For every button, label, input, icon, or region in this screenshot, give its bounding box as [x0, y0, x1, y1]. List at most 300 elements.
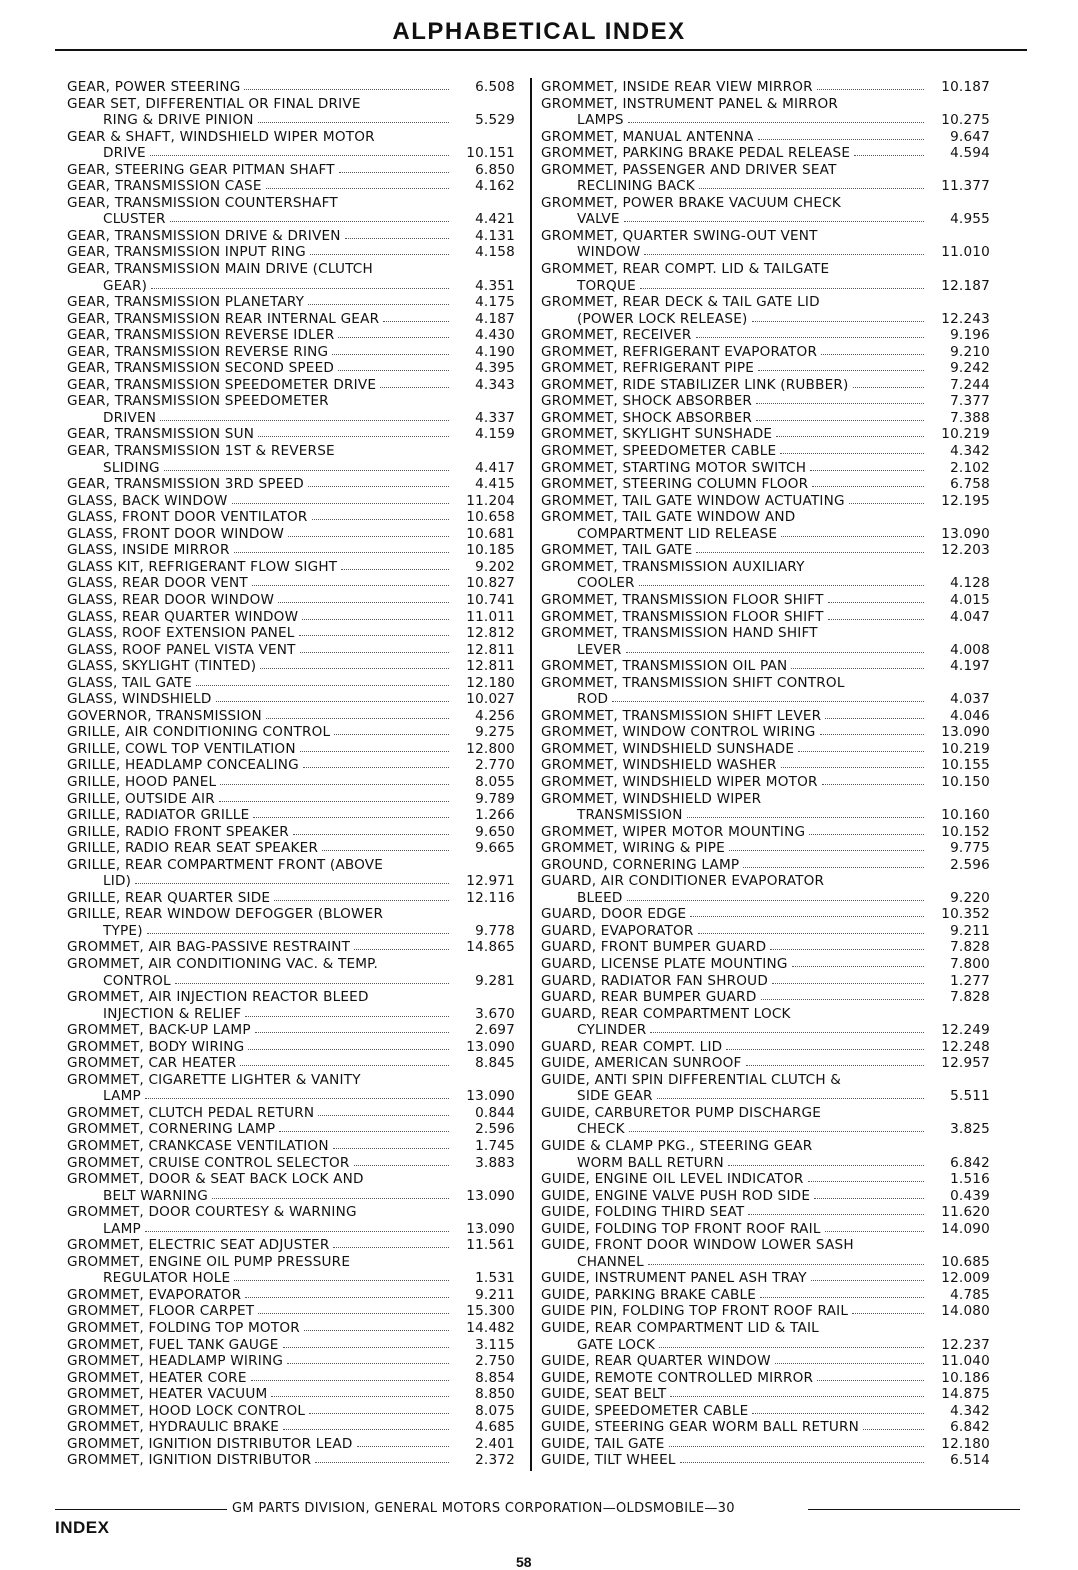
entry-line — [67, 1303, 515, 1320]
leader-dots — [245, 1016, 449, 1017]
entry-name: GRILLE, HOOD PANEL — [67, 773, 217, 790]
index-entry — [67, 96, 515, 129]
entry-page-number: 4.128 — [950, 575, 990, 592]
leader-dots — [248, 1049, 449, 1050]
index-entry — [67, 344, 515, 361]
index-entry — [541, 476, 990, 493]
entry-page-number: 10.027 — [466, 691, 515, 708]
entry-continuation-line — [541, 575, 990, 592]
entry-page-number: 12.195 — [941, 492, 990, 509]
index-entry — [541, 79, 990, 96]
entry-page-number: 12.971 — [466, 873, 515, 890]
entry-page-number: 7.377 — [950, 393, 990, 410]
entry-page-number: 10.185 — [466, 542, 515, 559]
entry-page-number: 10.151 — [466, 145, 515, 162]
index-entry — [541, 658, 990, 675]
entry-page-number: 9.775 — [950, 840, 990, 857]
entry-line — [67, 609, 515, 626]
entry-name: GROMMET, AIR BAG-PASSIVE RESTRAINT — [67, 939, 351, 956]
leader-dots — [354, 1165, 449, 1166]
entry-page-number: 1.745 — [475, 1138, 515, 1154]
leader-dots — [278, 602, 449, 603]
leader-dots — [792, 966, 924, 967]
index-entry — [541, 1105, 990, 1138]
entry-name: GROMMET, RIDE STABILIZER LINK (RUBBER) — [541, 376, 849, 393]
index-entry — [67, 989, 515, 1022]
entry-name: VALVE — [577, 211, 620, 228]
entry-name: GEAR, TRANSMISSION SPEEDOMETER DRIVE — [67, 376, 377, 393]
entry-name: GROMMET, HYDRAULIC BRAKE — [67, 1419, 280, 1436]
entry-name: GROMMET, REAR COMPT. LID & TAILGATE — [541, 261, 830, 278]
entry-page-number: 12.180 — [941, 1435, 990, 1452]
entry-name: GUARD, LICENSE PLATE MOUNTING — [541, 955, 788, 972]
entry-continuation-line — [541, 642, 990, 659]
entry-page-number: 6.842 — [950, 1154, 990, 1171]
index-entry — [541, 509, 990, 542]
entry-continuation-line — [67, 873, 515, 890]
leader-dots — [135, 883, 449, 884]
entry-line — [541, 1353, 990, 1370]
entry-line — [541, 658, 990, 675]
index-entry — [67, 360, 515, 377]
entry-line — [541, 1221, 990, 1238]
entry-name: GLASS, REAR QUARTER WINDOW — [67, 608, 299, 625]
leader-dots — [639, 585, 924, 586]
entry-name: GUIDE, FOLDING TOP FRONT ROOF RAIL — [541, 1220, 821, 1237]
entry-page-number: 12.811 — [466, 658, 515, 675]
entry-name: GUIDE, REAR COMPARTMENT LID & TAIL — [541, 1320, 819, 1337]
entry-line — [541, 261, 990, 278]
entry-name: LEVER — [577, 641, 622, 658]
entry-line — [67, 1022, 515, 1039]
entry-name: CYLINDER — [577, 1022, 647, 1039]
entry-page-number: 4.785 — [950, 1286, 990, 1303]
index-entry — [541, 1419, 990, 1436]
entry-page-number: 8.075 — [475, 1402, 515, 1419]
leader-dots — [825, 1231, 924, 1232]
leader-dots — [791, 668, 924, 669]
index-entry — [67, 1254, 515, 1287]
entry-page-number: 9.650 — [475, 823, 515, 840]
entry-line — [67, 178, 515, 195]
entry-line — [67, 1436, 515, 1453]
leader-dots — [309, 1413, 449, 1414]
entry-name: GLASS, INSIDE MIRROR — [67, 542, 230, 559]
entry-name: GROMMET, WINDSHIELD WIPER — [541, 790, 762, 807]
entry-page-number: 10.160 — [941, 807, 990, 824]
entry-line — [67, 824, 515, 841]
entry-line — [541, 1105, 990, 1122]
entry-name: GEAR, TRANSMISSION COUNTERSHAFT — [67, 194, 338, 211]
entry-continuation-line — [67, 1270, 515, 1287]
index-entry — [541, 791, 990, 824]
entry-page-number: 9.220 — [950, 889, 990, 906]
entry-page-number: 9.647 — [950, 128, 990, 145]
entry-name: GROMMET, IGNITION DISTRIBUTOR LEAD — [67, 1435, 353, 1452]
entry-line — [541, 1138, 990, 1155]
entry-name: GUARD, FRONT BUMPER GUARD — [541, 939, 767, 956]
leader-dots — [255, 1032, 449, 1033]
leader-dots — [690, 916, 924, 917]
entry-page-number: 11.561 — [466, 1237, 515, 1254]
leader-dots — [752, 1413, 924, 1414]
entry-page-number: 9.281 — [475, 972, 515, 989]
entry-name: GEAR, TRANSMISSION PLANETARY — [67, 294, 305, 311]
entry-line — [67, 1171, 515, 1188]
entry-continuation-line — [67, 112, 515, 129]
entry-page-number: 8.055 — [475, 773, 515, 790]
index-entry — [541, 195, 990, 228]
index-entry — [541, 873, 990, 906]
entry-page-number: 6.758 — [950, 476, 990, 493]
index-entry — [67, 162, 515, 179]
entry-page-number: 5.529 — [475, 112, 515, 129]
entry-line — [541, 675, 990, 692]
index-entry — [541, 344, 990, 361]
entry-line — [541, 1188, 990, 1205]
entry-line — [67, 708, 515, 725]
leader-dots — [308, 304, 449, 305]
entry-page-number: 7.828 — [950, 989, 990, 1006]
leader-dots — [160, 420, 449, 421]
index-entry — [67, 625, 515, 642]
leader-dots — [318, 1115, 449, 1116]
leader-dots — [266, 718, 449, 719]
leader-dots — [170, 221, 449, 222]
leader-dots — [341, 569, 449, 570]
entry-line — [67, 939, 515, 956]
entry-line — [541, 162, 990, 179]
leader-dots — [383, 321, 449, 322]
index-entry — [541, 1436, 990, 1453]
index-entry — [67, 890, 515, 907]
entry-line — [67, 129, 515, 146]
leader-dots — [748, 1214, 924, 1215]
entry-page-number: 4.342 — [950, 1402, 990, 1419]
index-entry — [67, 906, 515, 939]
entry-page-number: 4.594 — [950, 145, 990, 162]
entry-continuation-line — [541, 1337, 990, 1354]
entry-line — [541, 625, 990, 642]
leader-dots — [220, 784, 449, 785]
index-entry — [541, 1303, 990, 1320]
entry-name: GROMMET, CIGARETTE LIGHTER & VANITY — [67, 1071, 361, 1088]
entry-line — [67, 724, 515, 741]
index-entry — [541, 410, 990, 427]
leader-dots — [780, 453, 924, 454]
entry-page-number: 12.249 — [941, 1022, 990, 1039]
leader-dots — [354, 949, 449, 950]
entry-name: GROMMET, QUARTER SWING-OUT VENT — [541, 227, 818, 244]
leader-dots — [260, 668, 449, 669]
index-entry — [541, 724, 990, 741]
index-entry — [541, 625, 990, 658]
entry-line — [67, 261, 515, 278]
index-entry — [541, 741, 990, 758]
leader-dots — [145, 1098, 449, 1099]
entry-name: GROMMET, REFRIGERANT PIPE — [541, 360, 755, 377]
leader-dots — [251, 1380, 449, 1381]
leader-dots — [271, 1396, 449, 1397]
index-entry — [67, 791, 515, 808]
index-entry — [541, 989, 990, 1006]
leader-dots — [304, 1330, 449, 1331]
index-entry — [67, 129, 515, 162]
entry-page-number: 2.770 — [475, 757, 515, 774]
entry-page-number: 8.845 — [475, 1055, 515, 1072]
leader-dots — [258, 122, 449, 123]
index-entry — [541, 129, 990, 146]
entry-page-number: 4.159 — [475, 426, 515, 443]
entry-line — [541, 79, 990, 96]
entry-name: GRILLE, REAR COMPARTMENT FRONT (ABOVE — [67, 856, 384, 873]
leader-dots — [756, 420, 924, 421]
entry-page-number: 13.090 — [466, 1038, 515, 1055]
entry-page-number: 7.388 — [950, 409, 990, 426]
entry-line — [541, 294, 990, 311]
entry-line — [541, 1452, 990, 1469]
entry-page-number: 7.244 — [950, 376, 990, 393]
entry-name: GROMMET, CORNERING LAMP — [67, 1121, 276, 1138]
index-entry — [541, 1039, 990, 1056]
entry-name: SLIDING — [103, 459, 160, 476]
index-entry — [67, 1171, 515, 1204]
entry-page-number: 12.812 — [466, 625, 515, 642]
entry-page-number: 10.352 — [941, 906, 990, 923]
entry-name: TYPE) — [103, 922, 143, 939]
index-entry — [67, 1039, 515, 1056]
entry-name: GUARD, RADIATOR FAN SHROUD — [541, 972, 768, 989]
entry-continuation-line — [541, 278, 990, 295]
entry-page-number: 12.187 — [941, 277, 990, 294]
index-entry — [541, 460, 990, 477]
index-entry — [541, 1353, 990, 1370]
index-entry — [541, 840, 990, 857]
entry-line — [67, 1072, 515, 1089]
entry-continuation-line — [541, 1254, 990, 1271]
entry-continuation-line — [541, 311, 990, 328]
entry-line — [541, 460, 990, 477]
index-column-right — [541, 79, 990, 1469]
entry-name: GROMMET, PASSENGER AND DRIVER SEAT — [541, 161, 837, 178]
leader-dots — [339, 172, 449, 173]
index-entry — [541, 1171, 990, 1188]
page-title: ALPHABETICAL INDEX — [392, 18, 686, 45]
leader-dots — [781, 536, 924, 537]
index-entry — [67, 1386, 515, 1403]
entry-name: GEAR, TRANSMISSION 1ST & REVERSE — [67, 443, 335, 460]
entry-line — [541, 939, 990, 956]
entry-name: GRILLE, OUTSIDE AIR — [67, 790, 215, 807]
entry-name: CONTROL — [103, 972, 171, 989]
index-entry — [67, 741, 515, 758]
entry-name: GROMMET, WINDOW CONTROL WIRING — [541, 724, 816, 741]
entry-line — [541, 476, 990, 493]
entry-name: CHECK — [577, 1121, 625, 1138]
entry-page-number: 1.531 — [475, 1270, 515, 1287]
entry-page-number: 0.844 — [475, 1104, 515, 1121]
entry-line — [67, 857, 515, 874]
entry-line — [67, 642, 515, 659]
entry-continuation-line — [67, 1088, 515, 1105]
entry-line — [541, 96, 990, 113]
entry-page-number: 4.421 — [475, 211, 515, 228]
index-entry — [67, 244, 515, 261]
entry-page-number: 4.342 — [950, 443, 990, 460]
leader-dots — [696, 337, 924, 338]
index-entry — [67, 509, 515, 526]
entry-line — [541, 857, 990, 874]
index-entry — [541, 1072, 990, 1105]
entry-continuation-line — [541, 807, 990, 824]
index-entry — [67, 1055, 515, 1072]
entry-name: GROMMET, BODY WIRING — [67, 1038, 245, 1055]
entry-line — [67, 890, 515, 907]
entry-line — [541, 1237, 990, 1254]
entry-line — [67, 244, 515, 261]
leader-dots — [820, 734, 924, 735]
entry-name: GROMMET, RECEIVER — [541, 327, 692, 344]
entry-name: GUIDE, ENGINE OIL LEVEL INDICATOR — [541, 1171, 804, 1188]
entry-name: GROMMET, CRUISE CONTROL SELECTOR — [67, 1154, 350, 1171]
leader-dots — [849, 503, 924, 504]
entry-page-number: 9.210 — [950, 343, 990, 360]
entry-page-number: 9.665 — [475, 840, 515, 857]
index-entry — [541, 1403, 990, 1420]
entry-page-number: 1.277 — [950, 972, 990, 989]
index-entry — [67, 675, 515, 692]
leader-dots — [761, 999, 924, 1000]
entry-page-number: 1.516 — [950, 1171, 990, 1188]
leader-dots — [628, 122, 924, 123]
entry-line — [541, 592, 990, 609]
entry-page-number: 4.395 — [475, 360, 515, 377]
index-entry — [67, 1452, 515, 1469]
leader-dots — [332, 354, 449, 355]
entry-page-number: 2.596 — [475, 1121, 515, 1138]
entry-name: GROMMET, ENGINE OIL PUMP PRESSURE — [67, 1253, 351, 1270]
entry-name: COMPARTMENT LID RELEASE — [577, 525, 778, 542]
entry-page-number: 3.883 — [475, 1154, 515, 1171]
entry-name: GUIDE & CLAMP PKG., STEERING GEAR — [541, 1138, 813, 1154]
entry-name: LID) — [103, 873, 132, 890]
entry-line — [67, 526, 515, 543]
leader-dots — [863, 1429, 924, 1430]
entry-page-number: 9.242 — [950, 360, 990, 377]
entry-page-number: 12.009 — [941, 1270, 990, 1287]
index-entry — [541, 1386, 990, 1403]
entry-line — [67, 360, 515, 377]
entry-continuation-line — [541, 178, 990, 195]
index-entry — [67, 559, 515, 576]
entry-name: GROMMET, FLOOR CARPET — [67, 1303, 255, 1320]
index-entry — [67, 1436, 515, 1453]
entry-line — [67, 658, 515, 675]
entry-line — [541, 757, 990, 774]
entry-name: GEAR, TRANSMISSION INPUT RING — [67, 244, 306, 261]
index-entry — [541, 1188, 990, 1205]
entry-page-number: 3.115 — [475, 1336, 515, 1353]
index-entry — [541, 906, 990, 923]
entry-name: GROMMET, CLUTCH PEDAL RETURN — [67, 1104, 315, 1121]
index-entry — [67, 1337, 515, 1354]
entry-name: LAMP — [103, 1088, 141, 1105]
index-entry — [67, 1320, 515, 1337]
entry-line — [67, 426, 515, 443]
entry-name: GRILLE, RADIATOR GRILLE — [67, 807, 250, 824]
index-entry — [541, 162, 990, 195]
leader-dots — [828, 602, 924, 603]
leader-dots — [729, 850, 924, 851]
leader-dots — [196, 685, 449, 686]
entry-name: GROMMET, WIRING & PIPE — [541, 840, 725, 857]
entry-name: GROMMET, SHOCK ABSORBER — [541, 393, 753, 410]
leader-dots — [338, 370, 449, 371]
entry-page-number: 10.685 — [941, 1253, 990, 1270]
leader-dots — [772, 983, 924, 984]
index-entry — [541, 1006, 990, 1039]
entry-name: GEAR, STEERING GEAR PITMAN SHAFT — [67, 161, 335, 178]
index-entry — [541, 592, 990, 609]
leader-dots — [380, 387, 449, 388]
entry-page-number: 13.090 — [466, 1220, 515, 1237]
entry-name: GROMMET, TAIL GATE — [541, 542, 693, 559]
leader-dots — [300, 751, 449, 752]
entry-page-number: 4.351 — [475, 277, 515, 294]
entry-line — [541, 956, 990, 973]
index-entry — [541, 857, 990, 874]
entry-line — [67, 1403, 515, 1420]
entry-page-number: 4.046 — [950, 707, 990, 724]
leader-dots — [828, 619, 924, 620]
entry-line — [541, 393, 990, 410]
index-entry — [67, 1403, 515, 1420]
index-entry — [67, 195, 515, 228]
index-entry — [67, 294, 515, 311]
entry-page-number: 3.825 — [950, 1121, 990, 1138]
leader-dots — [245, 1297, 449, 1298]
entry-name: GUARD, REAR BUMPER GUARD — [541, 989, 757, 1006]
leader-dots — [308, 486, 449, 487]
entry-continuation-line — [67, 1221, 515, 1238]
entry-name: TORQUE — [577, 277, 636, 294]
entry-name: GROMMET, HEADLAMP WIRING — [67, 1353, 284, 1370]
entry-line — [67, 1287, 515, 1304]
entry-name: GEAR, TRANSMISSION SUN — [67, 426, 255, 443]
entry-name: BLEED — [577, 889, 623, 906]
entry-line — [541, 1370, 990, 1387]
entry-page-number: 9.196 — [950, 327, 990, 344]
entry-page-number: 4.955 — [950, 211, 990, 228]
leader-dots — [756, 403, 924, 404]
leader-dots — [279, 1131, 449, 1132]
index-entry — [67, 592, 515, 609]
entry-line — [541, 1006, 990, 1023]
entry-page-number: 9.778 — [475, 922, 515, 939]
entry-page-number: 9.202 — [475, 558, 515, 575]
leader-dots — [627, 900, 924, 901]
index-entry — [67, 327, 515, 344]
entry-name: REGULATOR HOLE — [103, 1270, 231, 1287]
index-entry — [67, 724, 515, 741]
entry-name: GLASS, TAIL GATE — [67, 674, 192, 691]
entry-name: GROMMET, AIR INJECTION REACTOR BLEED — [67, 989, 369, 1006]
entry-name: GOVERNOR, TRANSMISSION — [67, 707, 262, 724]
index-entry — [67, 757, 515, 774]
entry-name: GUARD, REAR COMPT. LID — [541, 1038, 723, 1055]
entry-name: GROMMET, TRANSMISSION AUXILIARY — [541, 558, 805, 575]
entry-name: GUIDE, REMOTE CONTROLLED MIRROR — [541, 1369, 814, 1386]
